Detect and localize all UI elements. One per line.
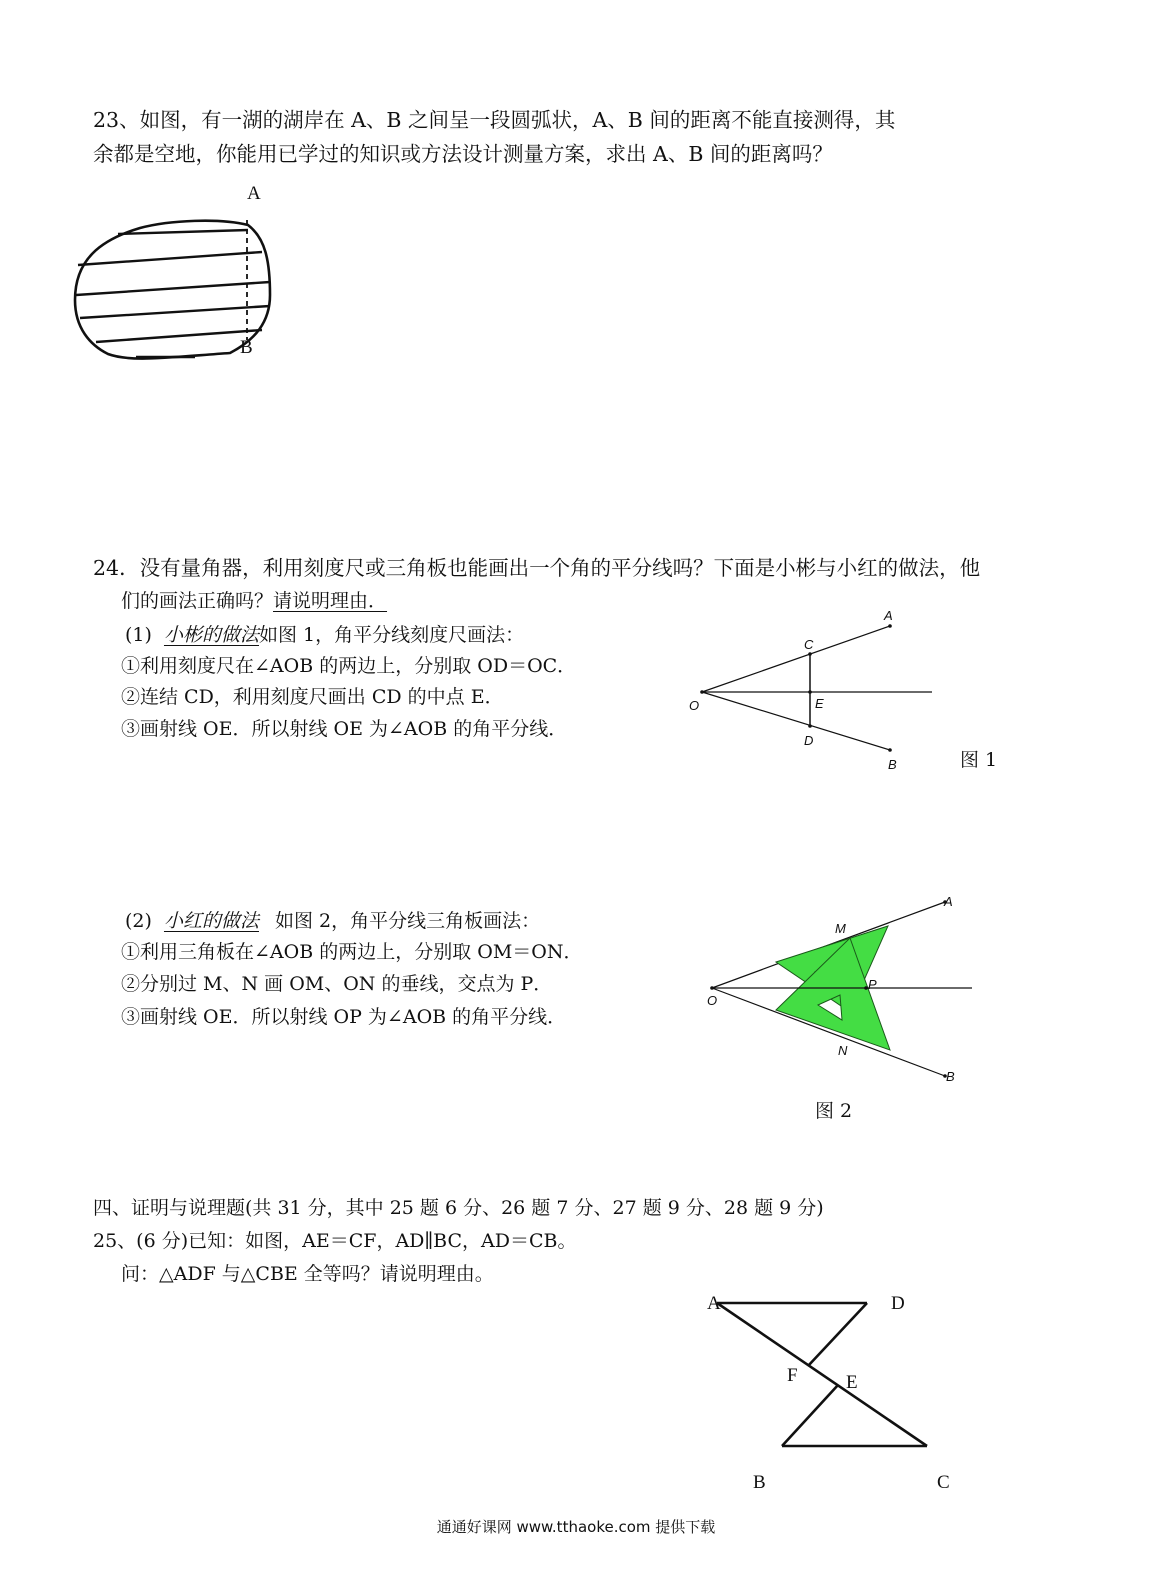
part1-method: 小彬的做法 [163,624,259,646]
fig1-label-c: C [804,637,814,652]
part2-desc: 如图 2，角平分线三角板画法： [274,910,541,932]
part2-method: 小红的做法 [163,910,259,932]
fig1-label-b: B [888,757,897,772]
part1-step1: ①利用刻度尺在∠AOB 的两边上，分别取 OD＝OC． [121,655,577,677]
lake-label-a: A [247,183,261,204]
point-c [808,652,812,656]
q24-line2-plain: 们的画法正确吗？ [121,590,274,612]
figure-2 [700,890,980,1090]
part1-heading [125,626,524,645]
fig2-label-a: A [944,894,953,909]
q23-line1: 23、如图，有一湖的湖岸在 A、B 之间呈一段圆弧状，A、B 间的距离不能直接测得，其 [93,108,896,132]
fig2-label-n: N [838,1043,848,1058]
figure-q25 [705,1295,945,1465]
hatch-line-1 [118,230,248,234]
point-e [808,690,812,694]
q25-label-f: F [787,1365,798,1386]
q25-line1: 25、(6 分)已知：如图，AE＝CF，AD∥BC，AD＝CB。 [93,1230,577,1252]
q25-label-b: B [753,1472,766,1493]
part2-heading [125,912,540,931]
q25-label-c: C [937,1472,950,1493]
part1-num: (1) [125,624,152,646]
page-footer: 通通好课网 www.tthaoke.com 提供下载 [436,1518,716,1536]
fig2-label-o: O [707,993,718,1008]
q23-line2: 余都是空地，你能用已学过的知识或方法设计测量方案，求出 A、B 间的距离吗？ [93,142,833,166]
part1-step2: ②连结 CD，利用刻度尺画出 CD 的中点 E． [121,686,504,708]
q25-label-d: D [891,1293,905,1314]
point-a [888,624,892,628]
section4-heading: 四、证明与说理题(共 31 分，其中 25 题 6 分、26 题 7 分、27 题 9 分、28 题 9 分) [93,1197,824,1219]
point-b [888,748,892,752]
segment-ac [717,1303,927,1446]
point-d [808,724,812,728]
part1-desc: 如图 1，角平分线刻度尺画法： [258,624,525,646]
fig2-caption: 图 2 [815,1100,853,1122]
hatch-line-5 [96,330,262,342]
fig2-label-p: P [868,977,877,992]
fig2-label-m: M [835,921,846,936]
lake-figure [70,210,280,390]
hatch-line-2 [78,252,262,265]
fig1-label-a: A [884,608,893,623]
figure-1 [690,610,950,770]
part2-step1: ①利用三角板在∠AOB 的两边上，分别取 OM＝ON． [121,941,583,963]
point-o [710,986,714,990]
q25-line2: 问：△ADF 与△CBE 全等吗？请说明理由。 [121,1263,494,1285]
fig1-label-d: D [804,733,814,748]
hatch-line-3 [76,282,270,295]
q24-line1: 24．没有量角器，利用刻度尺或三角板也能画出一个角的平分线吗？下面是小彬与小红的做法，他 [93,556,981,580]
ray-ob [702,692,890,750]
fig1-label-e: E [815,696,824,711]
ray-ob [712,988,945,1076]
hatch-line-4 [80,306,270,318]
segment-be [782,1385,838,1446]
fig1-label-o: O [689,698,700,713]
q24-line2 [121,592,387,611]
part2-num: (2) [125,910,152,932]
ray-oa [702,626,890,692]
q24-line2-underlined: 请说明理由． [273,590,388,612]
fig2-label-b: B [946,1069,955,1084]
part1-step3: ③画射线 OE．所以射线 OE 为∠AOB 的角平分线． [121,718,568,740]
point-o [700,690,704,694]
segment-df [808,1303,867,1366]
fig1-caption: 图 1 [960,749,998,771]
q25-label-e: E [846,1372,858,1393]
part2-step2: ②分别过 M、N 画 OM、ON 的垂线，交点为 P． [121,973,553,995]
q25-label-a: A [707,1293,721,1314]
part2-step3: ③画射线 OE．所以射线 OP 为∠AOB 的角平分线． [121,1006,567,1028]
lake-label-b: B [240,337,253,358]
